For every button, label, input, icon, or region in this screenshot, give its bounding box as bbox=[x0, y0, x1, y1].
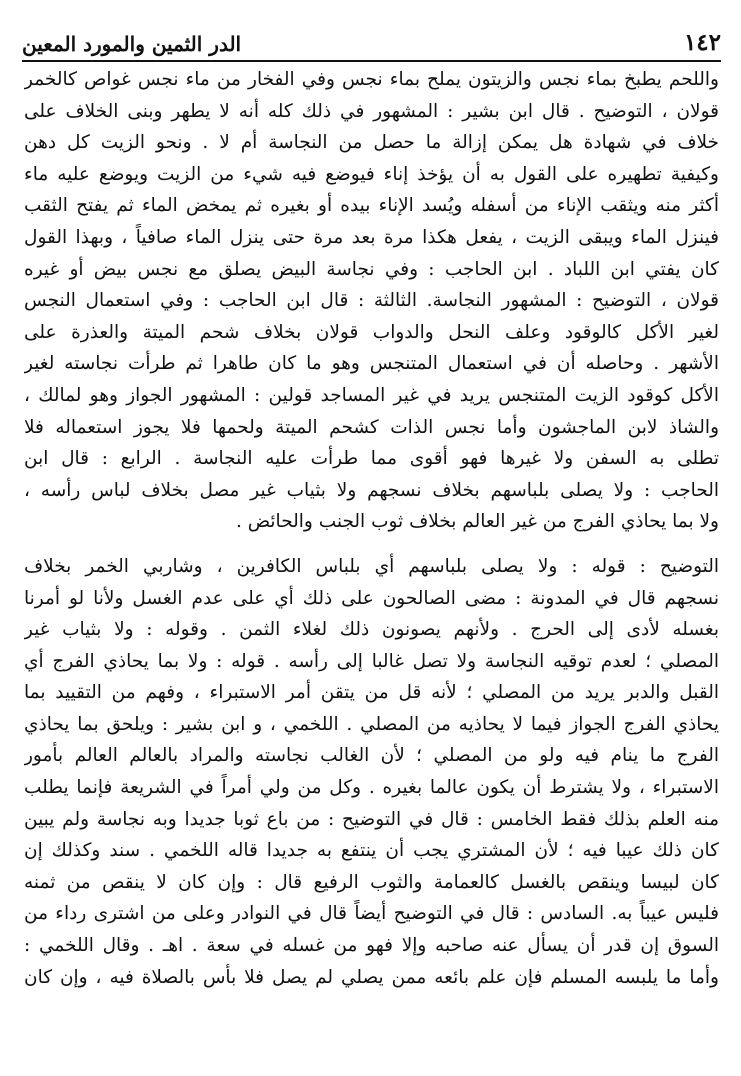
book-title: الدر الثمين والمورد المعين bbox=[22, 32, 242, 56]
body-text bbox=[24, 64, 719, 993]
text-line: السوق إن قدر أن يسأل عنه صاحبه وإلا فهو من غسله في سعة . اهـ . وقال اللخمي : bbox=[24, 935, 719, 957]
text-line: القبل والدبر يريد من المصلي ؛ لأنه قل من يتقن أمر الاستبراء ، وفهم من التقييد بما bbox=[24, 682, 719, 704]
paragraph-1 bbox=[24, 64, 719, 538]
text-line: الاستبراء ، ولا يشترط أن يكون عالما بغيره . وكل من ولي أمراً في الشريعة فإنما يطلب bbox=[24, 777, 719, 799]
text-line: أكثر منه ويثقب الإناء من أسفله ويُسد الإناء بيده أو بغيره ثم يمخض الماء ثم يفتح الثقب bbox=[24, 195, 719, 217]
paragraph-2 bbox=[24, 551, 719, 993]
text-line: الأكل كوقود الزيت المتنجس يريد في غير المساجد قولين : المشهور الجواز وهو لمالك ، bbox=[24, 384, 719, 406]
text-line: فليس عيباً به. السادس : قال في التوضيح أيضاً قال في النوادر وعلى من اشترى رداء من bbox=[24, 903, 719, 925]
text-line: قولان ، التوضيح : المشهور النجاسة. الثالثة : قال ابن الحاجب : وفي استعمال النجس bbox=[24, 290, 719, 312]
text-line: المصلي ؛ لعدم توقيه النجاسة ولا تصل غالبا إلى رأسه . قوله : ولا بما يحاذي الفرج أي bbox=[24, 650, 719, 672]
text-line: كان يفتي ابن اللباد . ابن الحاجب : وفي نجاسة البيض يصلق مع نجس بيض أو غيره bbox=[24, 258, 719, 280]
paragraph-gap bbox=[24, 538, 719, 551]
text-line: الفرج ما ينام فيه ولو من المصلي ؛ لأن الغالب نجاسته والمراد بالعالم العالم بأمور bbox=[24, 745, 719, 767]
text-line: والشاذ لابن الماجشون وأما نجس الذات كشحم الميتة ولحمها فلا يجوز استعماله فلا bbox=[24, 416, 719, 438]
text-line: خلاف في شهادة هل يمكن إزالة ما حصل من النجاسة أم لا . ونحو الزيت كل دهن bbox=[24, 132, 719, 154]
text-line: الأشهر . وحاصله أن في استعمال المتنجس وهو ما كان طاهرا ثم طرأت نجاسته لغير bbox=[24, 353, 719, 375]
text-line: تطلى به السفن ولا غيرها فهو أقوى مما طرأت عليه النجاسة . الرابع : قال ابن bbox=[24, 448, 719, 470]
text-line: نسجهم قال في المدونة : مضى الصالحون على ذلك أي على عدم الغسل ولأنا لو أمرنا bbox=[24, 587, 719, 609]
text-line: التوضيح : قوله : ولا يصلى بلباسهم أي بلباس الكافرين ، وشاربي الخمر بخلاف bbox=[24, 555, 719, 577]
text-line: يحاذي الفرج الجواز فيما لا يحاذيه من المصلي . اللخمي ، و ابن بشير : ويلحق بما يحاذي bbox=[24, 713, 719, 735]
text-line: قولان ، التوضيح . قال ابن بشير : المشهور في ذلك كله أنه لا يطهر وبنى الخلاف على bbox=[24, 100, 719, 122]
text-line: واللحم يطبخ بماء نجس والزيتون يملح بماء نجس وفي الفخار من ماء نجس غواص كالخمر bbox=[24, 69, 719, 90]
text-line: كان لبيسا وينقص بالغسل كالعمامة والثوب الرفيع قال : وإن كان لا ينقص من ثمنه bbox=[24, 871, 719, 893]
text-line: وكيفية تطهيره على القول به أن يؤخذ إناء فيوضع فيه شيء من الزيت ويوضع عليه ماء bbox=[24, 163, 719, 185]
page-number: ١٤٢ bbox=[683, 29, 721, 56]
text-line: ولا بما يحاذي الفرج من غير العالم بخلاف ثوب الجنب والحائض . bbox=[235, 511, 719, 533]
text-line: منه العلم بذلك فقط الخامس : قال في التوضيح : من باع ثوبا جديدا وبه نجاسة ولم يبين bbox=[24, 808, 719, 830]
text-line: كان ذلك عيبا فيه ؛ لأن المشتري يجب أن ينتفع به جديدا قاله اللخمي . سند وكذلك إن bbox=[24, 840, 719, 862]
text-line: فينزل الماء ويبقى الزيت ، يفعل هكذا مرة بعد مرة حتى ينزل الماء صافياً ، وبهذا القول bbox=[24, 226, 719, 248]
text-line: لغير الأكل كالوقود وعلف النحل والدواب قولان بخلاف شحم الميتة والعذرة على bbox=[24, 321, 719, 343]
text-line: وأما ما يلبسه المسلم فإن علم بائعه ممن يصلي لم يصل فلا بأس بالصلاة فيه ، وإن كان bbox=[24, 966, 719, 988]
text-line: بغسله لأدى إلى الحرج . ولأنهم يصونون ذلك لغلاء الثمن . وقوله : ولا بثياب غير bbox=[24, 619, 719, 641]
page-header bbox=[22, 18, 721, 62]
text-line: الحاجب : ولا يصلى بلباسهم بخلاف نسجهم ولا بثياب غير مصل بخلاف لباس رأسه ، bbox=[24, 479, 719, 501]
